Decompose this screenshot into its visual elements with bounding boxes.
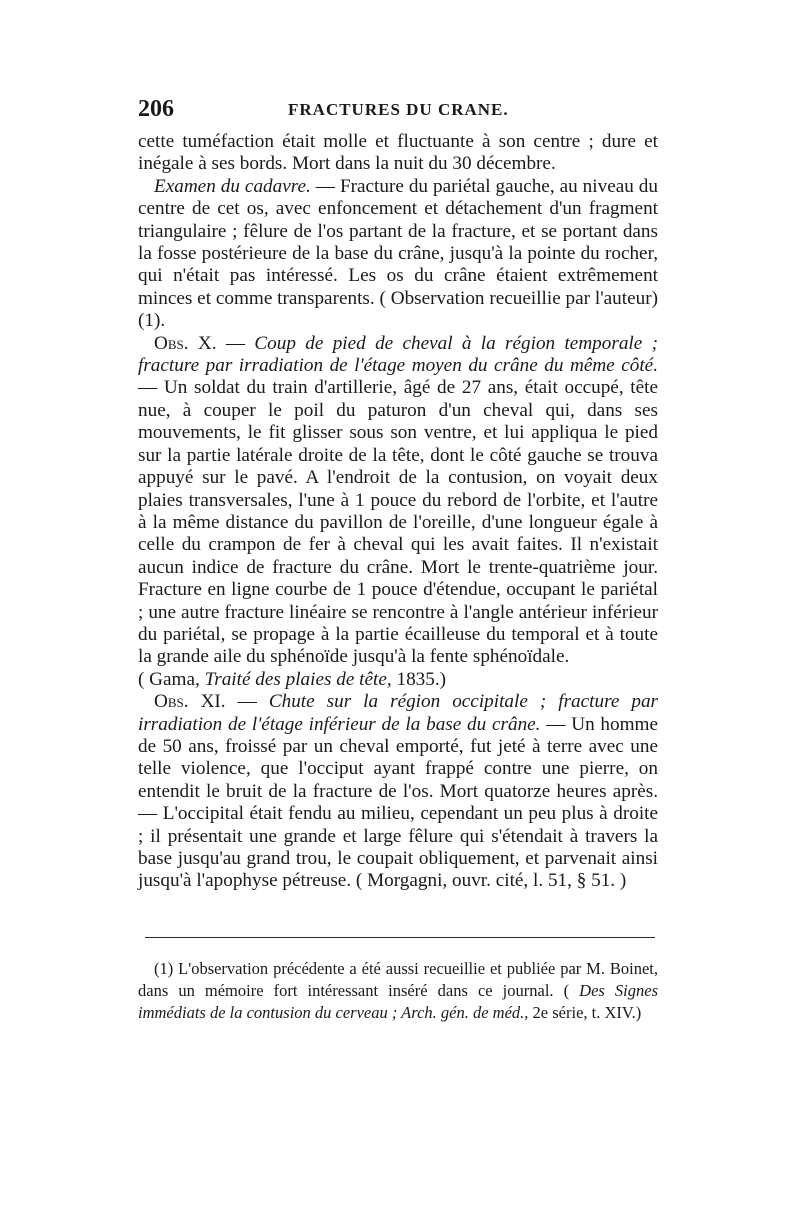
footnote-divider	[145, 937, 655, 938]
obs10-number: X. —	[188, 332, 255, 354]
body-text	[138, 131, 658, 893]
obs10-label: Obs.	[154, 332, 189, 354]
obs11-title: Chute sur la région occipitale ; fracture par irradiation de l'étage inférieur de la base du crâne.	[138, 691, 659, 735]
paragraph-tumefaction: cette tuméfaction était molle et fluctuante à son centre ; dure et inégale à ses bords. Mort dans la nuit du 30 décembre.	[138, 131, 658, 175]
page-number: 206	[138, 96, 174, 122]
obs11-text: — Un homme de 50 ans, froissé par un cheval emporté, fut jeté à terre avec une telle violence, que l'occiput ayant frappé contre une pierre, on entendit le bruit de la fracture de l'os. Mort quatorze heures après. — L'occipital était fendu au milieu, cependant un peu plus à droite ; il présentait une grande et large fêlure qui s'étendait à travers la base jusqu'au grand trou, le coupait obliquement, et parvenait ainsi jusqu'à l'apophyse pétreuse. ( Morgagni, ouvr. cité, l. 51, § 51. )	[138, 713, 658, 892]
observation-11	[138, 691, 658, 893]
examen-text: — Fracture du pariétal gauche, au niveau du centre de cet os, avec enfoncement et détachement d'un fragment triangulaire ; fêlure de l'os partant de la fracture, et se portant dans la fosse postérieure de la base du crâne, jusqu'à la pointe du rocher, qui n'était pas intéressé. Les os du crâne étaient extrêmement minces et comme transparents. ( Observation recueillie par l'auteur) (1).	[138, 175, 658, 332]
obs10-cite-title: Traité des plaies de tête,	[204, 668, 392, 690]
obs10-cite-close: 1835.)	[391, 668, 447, 690]
obs10-text: — Un soldat du train d'artillerie, âgé de 27 ans, était occupé, tête nue, à couper le poil du paturon d'un cheval qui, dans ses mouvements, le fit glisser sous son ventre, et lui appliqua le pied sur la partie latérale droite de la tête, dont le côté gauche se trouva appuyé sur le pavé. A l'endroit de la contusion, on voyait deux plaies transversales, l'une à 1 pouce du rebord de l'orbite, et l'autre à la même distance du pavillon de l'oreille, d'une longueur égale à celle du crampon de fer à cheval qui les avait faites. Il n'existait aucun indice de fracture du crâne. Mort le trente-quatrième jour. Fracture en ligne courbe de 1 pouce d'étendue, occupant le pariétal ; une autre fracture linéaire se rencontre à l'angle antérieur inférieur du pariétal, se propage à la partie écailleuse du temporal et à toute la grande aile du sphénoïde jusqu'à la fente sphénoïdale.	[138, 377, 658, 668]
paragraph-examen-cadavre	[138, 176, 658, 333]
running-title: FRACTURES DU CRANE.	[288, 100, 509, 119]
footnote-body: (1) L'observation précédente a été aussi recueillie et publiée par M. Boinet, dans un mémoire fort intéressant inséré dans ce journal. (	[138, 959, 658, 1000]
obs10-title: Coup de pied de cheval à la région temporale ; fracture par irradiation de l'étage moyen du crâne du même côté.	[138, 332, 658, 377]
footnote-citation: Des Signes immédiats de la contusion du cerveau ; Arch. gén. de méd.	[138, 981, 658, 1022]
obs11-number: XI. —	[188, 691, 269, 713]
page-header	[138, 96, 658, 124]
observation-10	[138, 333, 658, 692]
footnote	[138, 958, 658, 1024]
obs11-label: Obs.	[154, 691, 189, 713]
footnote-close: , 2e série, t. XIV.)	[524, 1003, 642, 1022]
footnote-text	[138, 958, 658, 1024]
obs10-cite-open: ( Gama,	[138, 668, 205, 690]
examen-heading: Examen du cadavre.	[154, 175, 311, 197]
